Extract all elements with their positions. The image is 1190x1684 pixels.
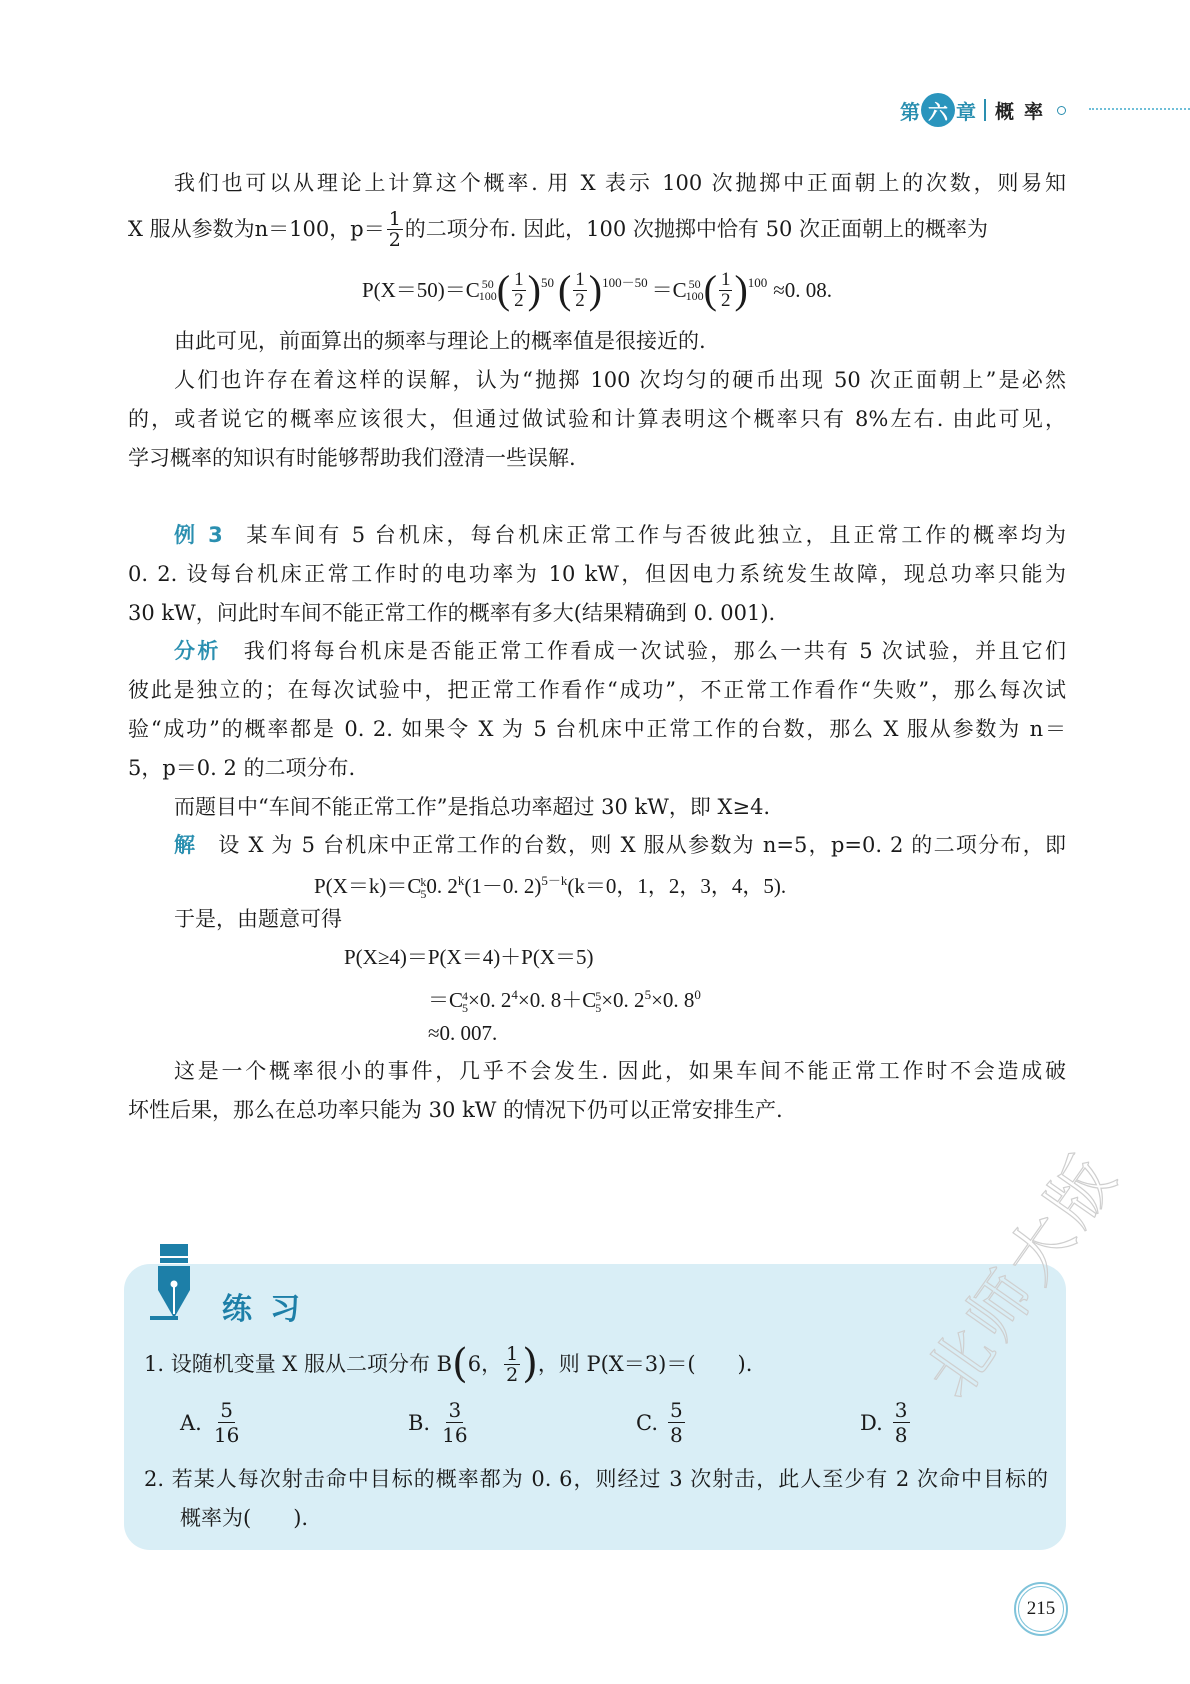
analysis-label: 分析 — [174, 639, 221, 663]
pen-nib-icon — [150, 1244, 198, 1324]
analysis-line1 — [174, 636, 1066, 666]
chapter-suffix: 章 — [956, 99, 976, 124]
analysis-line3: 验“成功”的概率都是 0. 2. 如果令 X 为 5 台机床中正常工作的台数，那么 X 服从参数为 n＝ — [128, 717, 1066, 741]
combination-scripts: 50 100 — [478, 277, 497, 303]
binomial-formula-1: P(X＝50)＝C 50 100 ( $\frac{1}{2}$ ) $^{50}$ ( $\frac{1}{2}$ ) $^{100-50}$ ＝C 50 100 ( $\frac{1}{2}$ ) $^{100}$ ≈0. 08. — [361, 267, 833, 312]
chapter-title: 概率 — [995, 100, 1054, 123]
solution-text: 设 X 为 5 台机床中正常工作的台数，则 X 服从参数为 n=5，p=0. 2 的二项分布，即 — [218, 833, 1066, 857]
practice-q1-text: 1. 设随机变量 X 服从二项分布 B — [144, 1352, 453, 1376]
page-number: 215 — [1018, 1586, 1064, 1632]
practice-q1: 1. 设随机变量 X 服从二项分布 B ( 6， $\frac{1}{2}$ ) ，则 P(X＝3)＝( ). — [144, 1341, 753, 1387]
formula1-lhs: P(X＝50)＝C — [361, 278, 480, 302]
solution-line1 — [174, 830, 1066, 860]
example3-line3: 30 kW，问此时车间不能正常工作的概率有多大(结果精确到 0. 001). — [128, 601, 776, 625]
formula1-result: ≈0. 08. — [773, 278, 833, 302]
chapter-prefix: 第 — [900, 99, 920, 124]
solution-eq2: ＝C 4 5 ×0. $2^4\times 0$. 8＋C 5 5 ×0. $2^5\times 0$. $8^0$ — [428, 987, 701, 1016]
para3-line1: 人们也许存在着这样的误解，认为“抛掷 100 次均匀的硬币出现 50 次正面朝上”是必然 — [174, 368, 1066, 392]
option-d: D. $\frac{3}{8}$ — [860, 1398, 908, 1447]
example3-label: 例 3 — [174, 523, 223, 547]
practice-q2-line2: 概率为( ). — [180, 1506, 309, 1530]
analysis-text: 我们将每台机床是否能正常工作看成一次试验，那么一共有 5 次试验，并且它们 — [243, 639, 1066, 663]
practice-title-bar — [150, 1316, 178, 1320]
publisher-watermark: 北师大版 — [912, 1139, 1134, 1412]
option-b: B. $\frac{3}{16}$ — [408, 1398, 468, 1447]
header-ring-icon — [1057, 106, 1066, 115]
chapter-number-badge: 六 — [921, 93, 955, 127]
analysis-line4: 5，p＝0. 2 的二项分布. — [128, 756, 356, 780]
conclusion-line1: 这是一个概率很小的事件，几乎不会发生. 因此，如果车间不能正常工作时不会造成破 — [174, 1059, 1066, 1083]
header-separator — [984, 99, 986, 121]
para3-line3: 学习概率的知识有时能够帮助我们澄清一些误解. — [128, 446, 576, 470]
option-c: C. $\frac{5}{8}$ — [636, 1398, 683, 1447]
para1-line2 — [128, 206, 1066, 252]
fraction-one-half: $\frac{1}{2}$ — [388, 207, 401, 251]
para1-line2-a: X 服从参数为 — [128, 217, 255, 241]
para2: 由此可见，前面算出的频率与理论上的概率值是很接近的. — [174, 329, 706, 353]
para1-line2-c: 的二项分布. 因此，100 次抛掷中恰有 50 次正面朝上的概率为 — [404, 217, 988, 241]
example3-line1 — [174, 520, 1066, 550]
chapter-header — [900, 92, 1066, 128]
solution-eq1: P(X≥4)＝P(X＝4)＋P(X＝5) — [344, 945, 594, 969]
para1-line1: 我们也可以从理论上计算这个概率. 用 X 表示 100 次抛掷中正面朝上的次数，则易知 — [174, 171, 1066, 195]
para3-line2: 的，或者说它的概率应该很大，但通过做试验和计算表明这个概率只有 8%左右. 由此可见， — [128, 407, 1066, 431]
header-dotted-rule — [1089, 108, 1190, 110]
page-number-badge — [1014, 1582, 1068, 1636]
example3-line2: 0. 2. 设每台机床正常工作时的电功率为 10 kW，但因电力系统发生故障，现总功率只能为 — [128, 562, 1066, 586]
solution-eq3: ≈0. 007. — [428, 1021, 498, 1045]
para1-line2-b: n＝100，p＝ — [254, 217, 385, 241]
solution-line2: 于是，由题意可得 — [174, 907, 342, 931]
analysis-line5: 而题目中“车间不能正常工作”是指总功率超过 30 kW，即 X≥4. — [174, 795, 771, 819]
conclusion-line2: 坏性后果，那么在总功率只能为 30 kW 的情况下仍可以正常安排生产. — [128, 1098, 783, 1122]
practice-title: 练习 — [222, 1292, 318, 1327]
analysis-line2: 彼此是独立的；在每次试验中，把正常工作看作“成功”，不正常工作看作“失败”，那么每次试 — [128, 678, 1066, 702]
practice-q2-line1: 2. 若某人每次射击命中目标的概率都为 0. 6，则经过 3 次射击，此人至少有 2 次命中目标的 — [144, 1467, 1048, 1491]
option-a: A. $\frac{5}{16}$ — [180, 1398, 240, 1447]
solution-label: 解 — [174, 833, 197, 857]
solution-pmf-formula: P(X＝k)＝C k 5 0. $2^k(1-0$. 2)$^{5-k}$(k＝0，1，2，3，4，5). — [314, 873, 787, 902]
example3-text: 某车间有 5 台机床，每台机床正常工作与否彼此独立，且正常工作的概率均为 — [246, 523, 1066, 547]
